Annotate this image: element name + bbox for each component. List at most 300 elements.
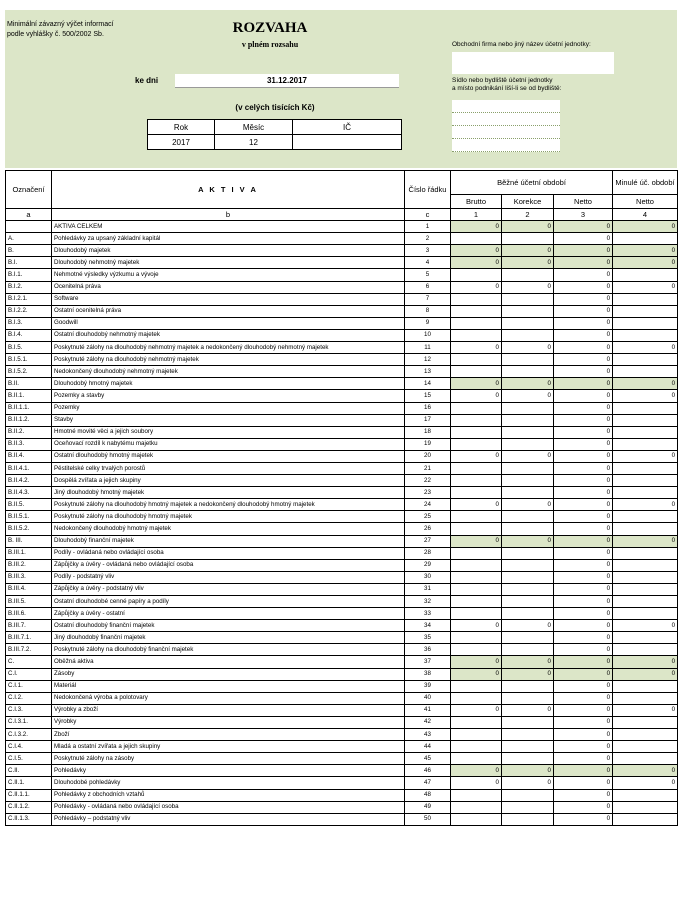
netto-prev-value[interactable] <box>613 487 678 499</box>
netto-value[interactable]: 0 <box>554 801 613 813</box>
korekce-value[interactable] <box>502 547 554 559</box>
netto-prev-value[interactable] <box>613 475 678 487</box>
netto-value[interactable]: 0 <box>554 644 613 656</box>
korekce-value[interactable] <box>502 608 554 620</box>
col-index: 4 <box>613 209 678 221</box>
netto-value[interactable]: 0 <box>554 317 613 329</box>
netto-prev-value[interactable] <box>613 293 678 305</box>
netto-value[interactable]: 0 <box>554 450 613 462</box>
netto-prev-value[interactable]: 0 <box>613 450 678 462</box>
netto-value[interactable]: 0 <box>554 269 613 281</box>
korekce-value[interactable] <box>502 789 554 801</box>
brutto-value[interactable] <box>451 233 502 245</box>
netto-prev-value[interactable] <box>613 414 678 426</box>
netto-value[interactable]: 0 <box>554 608 613 620</box>
row-name: Nedokončený dlouhodobý hmotný majetek <box>52 523 405 535</box>
netto-prev-value[interactable]: 0 <box>613 704 678 716</box>
korekce-value[interactable] <box>502 475 554 487</box>
row-line-number: 9 <box>405 317 451 329</box>
row-line-number: 30 <box>405 571 451 583</box>
row-line-number: 5 <box>405 269 451 281</box>
brutto-value[interactable]: 0 <box>451 499 502 511</box>
brutto-value[interactable] <box>451 523 502 535</box>
row-line-number: 44 <box>405 741 451 753</box>
date-label: ke dni <box>135 76 159 85</box>
row-code: C.I. <box>6 668 52 680</box>
netto-value[interactable]: 0 <box>554 475 613 487</box>
brutto-value[interactable] <box>451 813 502 825</box>
korekce-value[interactable] <box>502 583 554 595</box>
netto-prev-value[interactable] <box>613 789 678 801</box>
korekce-value[interactable]: 0 <box>502 221 554 233</box>
korekce-value[interactable]: 0 <box>502 245 554 257</box>
brutto-value[interactable]: 0 <box>451 777 502 789</box>
korekce-value[interactable] <box>502 741 554 753</box>
korekce-value[interactable] <box>502 269 554 281</box>
korekce-value[interactable] <box>502 354 554 366</box>
korekce-value[interactable]: 0 <box>502 668 554 680</box>
row-name: Zápůjčky a úvěry - ostatní <box>52 608 405 620</box>
row-name: Ostatní dlouhodobý nehmotný majetek <box>52 329 405 341</box>
brutto-value[interactable] <box>451 680 502 692</box>
netto-value[interactable]: 0 <box>554 680 613 692</box>
netto-prev-value[interactable] <box>613 462 678 474</box>
firm-name-field[interactable] <box>452 52 614 74</box>
brutto-value[interactable] <box>451 789 502 801</box>
table-row <box>6 366 678 378</box>
netto-prev-value[interactable] <box>613 680 678 692</box>
table-row <box>6 402 678 414</box>
brutto-value[interactable] <box>451 692 502 704</box>
korekce-value[interactable] <box>502 571 554 583</box>
netto-value[interactable]: 0 <box>554 813 613 825</box>
netto-prev-value[interactable] <box>613 583 678 595</box>
netto-prev-value[interactable] <box>613 644 678 656</box>
netto-value[interactable]: 0 <box>554 438 613 450</box>
table-row <box>6 462 678 474</box>
brutto-value[interactable] <box>451 487 502 499</box>
netto-prev-value[interactable] <box>613 329 678 341</box>
brutto-value[interactable]: 0 <box>451 245 502 257</box>
brutto-value[interactable]: 0 <box>451 620 502 632</box>
row-line-number: 29 <box>405 559 451 571</box>
row-name: Pohledávky - ovládaná nebo ovládající osoba <box>52 801 405 813</box>
row-name: Pěstitelské celky trvalých porostů <box>52 462 405 474</box>
netto-value[interactable]: 0 <box>554 366 613 378</box>
row-code: B.III.7. <box>6 620 52 632</box>
korekce-value[interactable]: 0 <box>502 378 554 390</box>
netto-value[interactable]: 0 <box>554 390 613 402</box>
brutto-value[interactable]: 0 <box>451 765 502 777</box>
netto-prev-value[interactable] <box>613 741 678 753</box>
table-row <box>6 644 678 656</box>
report-subtitle: v plném rozsahu <box>241 40 299 49</box>
brutto-value[interactable] <box>451 269 502 281</box>
netto-prev-value[interactable] <box>613 692 678 704</box>
korekce-value[interactable] <box>502 487 554 499</box>
netto-prev-value[interactable] <box>613 438 678 450</box>
netto-prev-value[interactable] <box>613 596 678 608</box>
korekce-value[interactable]: 0 <box>502 342 554 354</box>
brutto-value[interactable]: 0 <box>451 668 502 680</box>
korekce-value[interactable]: 0 <box>502 620 554 632</box>
netto-value[interactable]: 0 <box>554 535 613 547</box>
row-line-number: 38 <box>405 668 451 680</box>
table-row <box>6 777 678 789</box>
brutto-value[interactable]: 0 <box>451 257 502 269</box>
row-code: B.III.4. <box>6 583 52 595</box>
korekce-value[interactable]: 0 <box>502 777 554 789</box>
netto-value[interactable]: 0 <box>554 426 613 438</box>
row-name: Pohledávky <box>52 765 405 777</box>
netto-prev-value[interactable] <box>613 233 678 245</box>
korekce-value[interactable]: 0 <box>502 765 554 777</box>
korekce-value[interactable] <box>502 596 554 608</box>
row-name: Materiál <box>52 680 405 692</box>
netto-value[interactable]: 0 <box>554 789 613 801</box>
netto-prev-value[interactable]: 0 <box>613 257 678 269</box>
col-index: c <box>405 209 451 221</box>
korekce-value[interactable] <box>502 438 554 450</box>
netto-value[interactable]: 0 <box>554 487 613 499</box>
col-minule-header: Minulé úč. období <box>613 171 678 195</box>
netto-value[interactable]: 0 <box>554 704 613 716</box>
netto-value[interactable]: 0 <box>554 378 613 390</box>
netto-prev-value[interactable] <box>613 523 678 535</box>
netto-value[interactable]: 0 <box>554 559 613 571</box>
row-name: Hmotné movité věci a jejich soubory <box>52 426 405 438</box>
row-name: Goodwill <box>52 317 405 329</box>
korekce-value[interactable] <box>502 305 554 317</box>
brutto-value[interactable] <box>451 354 502 366</box>
korekce-value[interactable] <box>502 644 554 656</box>
table-row <box>6 559 678 571</box>
korekce-value[interactable]: 0 <box>502 656 554 668</box>
row-line-number: 23 <box>405 487 451 499</box>
col-korekce-header: Korekce <box>502 195 554 209</box>
brutto-value[interactable] <box>451 414 502 426</box>
netto-prev-value[interactable]: 0 <box>613 221 678 233</box>
brutto-value[interactable]: 0 <box>451 450 502 462</box>
row-code: C. <box>6 656 52 668</box>
row-code: B.II.1.1. <box>6 402 52 414</box>
row-code: C.I.1. <box>6 680 52 692</box>
row-code: B.II.2. <box>6 426 52 438</box>
netto-prev-value[interactable]: 0 <box>613 656 678 668</box>
brutto-value[interactable] <box>451 475 502 487</box>
ic-field[interactable] <box>293 135 402 150</box>
netto-prev-value[interactable]: 0 <box>613 499 678 511</box>
col-index: 2 <box>502 209 554 221</box>
netto-prev-value[interactable] <box>613 632 678 644</box>
netto-value[interactable]: 0 <box>554 354 613 366</box>
korekce-value[interactable]: 0 <box>502 390 554 402</box>
netto-prev-value[interactable] <box>613 305 678 317</box>
table-row <box>6 329 678 341</box>
korekce-value[interactable] <box>502 317 554 329</box>
brutto-value[interactable] <box>451 462 502 474</box>
row-name: Dlouhodobý majetek <box>52 245 405 257</box>
row-code: B.I.2. <box>6 281 52 293</box>
brutto-value[interactable]: 0 <box>451 221 502 233</box>
row-code: B.II.4.1. <box>6 462 52 474</box>
table-row <box>6 438 678 450</box>
brutto-value[interactable] <box>451 571 502 583</box>
netto-value[interactable]: 0 <box>554 462 613 474</box>
netto-prev-value[interactable]: 0 <box>613 620 678 632</box>
korekce-value[interactable] <box>502 462 554 474</box>
brutto-value[interactable] <box>451 293 502 305</box>
seat-address-field[interactable] <box>452 100 560 152</box>
korekce-value[interactable] <box>502 402 554 414</box>
brutto-value[interactable] <box>451 801 502 813</box>
korekce-value[interactable] <box>502 729 554 741</box>
korekce-value[interactable] <box>502 559 554 571</box>
brutto-value[interactable]: 0 <box>451 281 502 293</box>
brutto-value[interactable] <box>451 305 502 317</box>
table-row <box>6 789 678 801</box>
netto-prev-value[interactable] <box>613 511 678 523</box>
brutto-value[interactable] <box>451 644 502 656</box>
korekce-value[interactable] <box>502 692 554 704</box>
korekce-value[interactable] <box>502 753 554 765</box>
row-line-number: 33 <box>405 608 451 620</box>
netto-prev-value[interactable] <box>613 402 678 414</box>
row-line-number: 16 <box>405 402 451 414</box>
brutto-value[interactable] <box>451 317 502 329</box>
korekce-value[interactable] <box>502 632 554 644</box>
netto-prev-value[interactable]: 0 <box>613 342 678 354</box>
netto-prev-value[interactable] <box>613 716 678 728</box>
row-code: B.II.1. <box>6 390 52 402</box>
brutto-value[interactable] <box>451 741 502 753</box>
netto-prev-value[interactable] <box>613 801 678 813</box>
korekce-value[interactable]: 0 <box>502 450 554 462</box>
brutto-value[interactable] <box>451 632 502 644</box>
row-code: B.I. <box>6 257 52 269</box>
netto-prev-value[interactable] <box>613 354 678 366</box>
brutto-value[interactable] <box>451 596 502 608</box>
brutto-value[interactable] <box>451 511 502 523</box>
row-line-number: 31 <box>405 583 451 595</box>
korekce-value[interactable] <box>502 716 554 728</box>
netto-prev-value[interactable] <box>613 753 678 765</box>
netto-value[interactable]: 0 <box>554 583 613 595</box>
brutto-value[interactable] <box>451 753 502 765</box>
netto-prev-value[interactable]: 0 <box>613 535 678 547</box>
row-name: Poskytnuté zálohy na zásoby <box>52 753 405 765</box>
table-row <box>6 305 678 317</box>
korekce-value[interactable]: 0 <box>502 257 554 269</box>
korekce-value[interactable] <box>502 414 554 426</box>
row-code: B.II.3. <box>6 438 52 450</box>
korekce-value[interactable]: 0 <box>502 704 554 716</box>
netto-value[interactable]: 0 <box>554 305 613 317</box>
brutto-value[interactable] <box>451 426 502 438</box>
netto-value[interactable]: 0 <box>554 656 613 668</box>
netto-value[interactable]: 0 <box>554 281 613 293</box>
netto-prev-value[interactable]: 0 <box>613 390 678 402</box>
netto-value[interactable]: 0 <box>554 765 613 777</box>
netto-value[interactable]: 0 <box>554 547 613 559</box>
legal-notice: Minimální závazný výčet informací podle vyhlášky č. 500/2002 Sb. <box>7 21 114 38</box>
netto-value[interactable]: 0 <box>554 523 613 535</box>
brutto-value[interactable] <box>451 402 502 414</box>
korekce-value[interactable]: 0 <box>502 535 554 547</box>
row-code: B.II.4.3. <box>6 487 52 499</box>
table-row <box>6 378 678 390</box>
row-line-number: 11 <box>405 342 451 354</box>
row-code: B.III.7.1. <box>6 632 52 644</box>
row-code: C.I.4. <box>6 741 52 753</box>
mesic-field[interactable]: 12 <box>215 135 293 150</box>
korekce-value[interactable] <box>502 680 554 692</box>
brutto-value[interactable] <box>451 729 502 741</box>
netto-value[interactable]: 0 <box>554 221 613 233</box>
korekce-value[interactable] <box>502 813 554 825</box>
row-name: Pohledávky za upsaný základní kapitál <box>52 233 405 245</box>
brutto-value[interactable]: 0 <box>451 390 502 402</box>
col-index: b <box>52 209 405 221</box>
table-row <box>6 765 678 777</box>
netto-prev-value[interactable]: 0 <box>613 668 678 680</box>
report-header <box>5 10 677 168</box>
korekce-value[interactable] <box>502 523 554 535</box>
netto-value[interactable]: 0 <box>554 632 613 644</box>
row-name: Poskytnuté zálohy na dlouhodobý nehmotný majetek a nedokončený dlouhodobý nehmotný majetek <box>52 342 405 354</box>
rok-field[interactable]: 2017 <box>148 135 215 150</box>
brutto-value[interactable] <box>451 716 502 728</box>
table-row <box>6 753 678 765</box>
table-row <box>6 716 678 728</box>
table-row <box>6 317 678 329</box>
netto-prev-value[interactable] <box>613 729 678 741</box>
brutto-value[interactable]: 0 <box>451 656 502 668</box>
netto-prev-value[interactable]: 0 <box>613 378 678 390</box>
brutto-value[interactable] <box>451 366 502 378</box>
row-line-number: 42 <box>405 716 451 728</box>
netto-value[interactable]: 0 <box>554 777 613 789</box>
netto-value[interactable]: 0 <box>554 511 613 523</box>
row-name: Pozemky a stavby <box>52 390 405 402</box>
netto-prev-value[interactable]: 0 <box>613 281 678 293</box>
netto-value[interactable]: 0 <box>554 620 613 632</box>
row-line-number: 50 <box>405 813 451 825</box>
korekce-value[interactable]: 0 <box>502 281 554 293</box>
korekce-value[interactable] <box>502 366 554 378</box>
korekce-value[interactable] <box>502 233 554 245</box>
netto-value[interactable]: 0 <box>554 753 613 765</box>
table-row <box>6 414 678 426</box>
brutto-value[interactable] <box>451 608 502 620</box>
table-row <box>6 221 678 233</box>
row-line-number: 36 <box>405 644 451 656</box>
netto-prev-value[interactable]: 0 <box>613 777 678 789</box>
netto-prev-value[interactable] <box>613 813 678 825</box>
netto-value[interactable]: 0 <box>554 342 613 354</box>
row-name: Jiný dlouhodobý hmotný majetek <box>52 487 405 499</box>
netto-prev-value[interactable] <box>613 559 678 571</box>
netto-value[interactable]: 0 <box>554 716 613 728</box>
row-code: B.I.1. <box>6 269 52 281</box>
row-code: C.I.3.1. <box>6 716 52 728</box>
brutto-value[interactable] <box>451 438 502 450</box>
brutto-value[interactable]: 0 <box>451 535 502 547</box>
row-line-number: 4 <box>405 257 451 269</box>
table-row <box>6 547 678 559</box>
row-name: Výrobky <box>52 716 405 728</box>
netto-value[interactable]: 0 <box>554 499 613 511</box>
netto-prev-value[interactable] <box>613 317 678 329</box>
row-line-number: 8 <box>405 305 451 317</box>
date-field[interactable]: 31.12.2017 <box>175 74 399 88</box>
netto-value[interactable]: 0 <box>554 402 613 414</box>
netto-prev-value[interactable] <box>613 547 678 559</box>
row-line-number: 17 <box>405 414 451 426</box>
brutto-value[interactable] <box>451 547 502 559</box>
netto-prev-value[interactable] <box>613 426 678 438</box>
netto-value[interactable]: 0 <box>554 293 613 305</box>
row-code: C.II.1.3. <box>6 813 52 825</box>
brutto-value[interactable] <box>451 583 502 595</box>
korekce-value[interactable] <box>502 801 554 813</box>
netto-prev-value[interactable] <box>613 608 678 620</box>
korekce-value[interactable] <box>502 426 554 438</box>
row-line-number: 10 <box>405 329 451 341</box>
netto-value[interactable]: 0 <box>554 596 613 608</box>
brutto-value[interactable] <box>451 329 502 341</box>
netto-prev-value[interactable] <box>613 571 678 583</box>
netto-value[interactable]: 0 <box>554 741 613 753</box>
netto-value[interactable]: 0 <box>554 571 613 583</box>
netto-value[interactable]: 0 <box>554 692 613 704</box>
row-code: B.II.5.2. <box>6 523 52 535</box>
korekce-value[interactable]: 0 <box>502 499 554 511</box>
netto-value[interactable]: 0 <box>554 414 613 426</box>
netto-value[interactable]: 0 <box>554 729 613 741</box>
netto-prev-value[interactable]: 0 <box>613 765 678 777</box>
netto-prev-value[interactable] <box>613 366 678 378</box>
table-row <box>6 499 678 511</box>
brutto-value[interactable]: 0 <box>451 378 502 390</box>
col-aktiva-header: A K T I V A <box>52 171 405 209</box>
brutto-value[interactable]: 0 <box>451 704 502 716</box>
netto-value[interactable]: 0 <box>554 245 613 257</box>
brutto-value[interactable] <box>451 559 502 571</box>
row-code: B.II.1.2. <box>6 414 52 426</box>
row-name: Nedokončený dlouhodobý nehmotný majetek <box>52 366 405 378</box>
row-name: Poskytnuté zálohy na dlouhodobý finanční majetek <box>52 644 405 656</box>
netto-value[interactable]: 0 <box>554 257 613 269</box>
row-code: B.III.5. <box>6 596 52 608</box>
table-row <box>6 293 678 305</box>
korekce-value[interactable] <box>502 329 554 341</box>
netto-value[interactable]: 0 <box>554 233 613 245</box>
table-row <box>6 656 678 668</box>
korekce-value[interactable] <box>502 293 554 305</box>
netto-value[interactable]: 0 <box>554 329 613 341</box>
row-code: B.I.5. <box>6 342 52 354</box>
netto-prev-value[interactable]: 0 <box>613 245 678 257</box>
report-title: ROZVAHA <box>232 20 308 36</box>
korekce-value[interactable] <box>502 511 554 523</box>
netto-prev-value[interactable] <box>613 269 678 281</box>
row-name: Oceňovací rozdíl k nabytému majetku <box>52 438 405 450</box>
row-line-number: 34 <box>405 620 451 632</box>
row-code: B.II.4. <box>6 450 52 462</box>
brutto-value[interactable]: 0 <box>451 342 502 354</box>
netto-value[interactable]: 0 <box>554 668 613 680</box>
